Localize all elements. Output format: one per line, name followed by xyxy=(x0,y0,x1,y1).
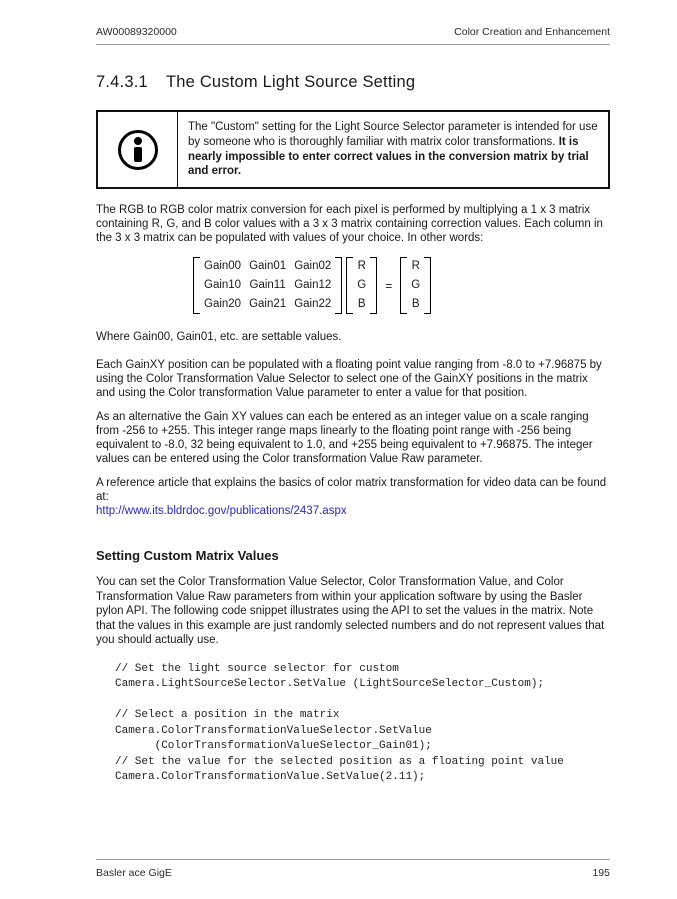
info-icon-stem xyxy=(134,147,142,162)
bracket-right xyxy=(335,257,342,314)
matrix-cell: Gain02 xyxy=(294,260,332,273)
section-title: The Custom Light Source Setting xyxy=(166,73,416,91)
matrix-cell: Gain12 xyxy=(294,279,332,292)
paragraph-setting-intro: You can set the Color Transformation Value Selector, Color Transformation Value, and Color Transformation Value Raw parameters from within your application software by using the Basler pylon API. The following code snippet illustrates using the API to set the values in the matrix. Note that the values in this example are just randomly selected numbers and do not represent values that you should actually use. xyxy=(96,576,605,647)
matrix-cell: Gain21 xyxy=(249,298,287,311)
code-line: Camera.ColorTransformationValue.SetValue(2.11); xyxy=(115,771,426,784)
code-line: Camera.LightSourceSelector.SetValue (LightSourceSelector_Custom); xyxy=(115,678,545,691)
paragraph-alternative: As an alternative the Gain XY values can each be entered as an integer value on a scale ranging from -256 to +255. This integer range maps linearly to the floating point range with -256 being equivalent to -8.0, 32 being equivalent to 1.0, and +255 being equivalent to +7.96875. The integer values can be entered using the Color transformation Value Raw parameter. xyxy=(96,411,593,466)
equals-sign: = xyxy=(385,278,393,293)
document-number: AW00089320000 xyxy=(96,26,177,38)
bracket-left xyxy=(346,257,353,314)
matrix-cell: Gain20 xyxy=(204,298,242,311)
section-heading xyxy=(96,73,610,92)
code-line: // Set the light source selector for custom xyxy=(115,662,399,675)
info-icon-dot xyxy=(134,137,142,145)
note-box xyxy=(96,110,610,189)
paragraph-where: Where Gain00, Gain01, etc. are settable values. xyxy=(96,331,342,344)
output-vector xyxy=(400,257,431,314)
vector-cell: G xyxy=(357,279,367,292)
note-icon-cell xyxy=(98,112,178,187)
bracket-left xyxy=(400,257,407,314)
matrix-equation xyxy=(193,257,610,314)
page-header xyxy=(96,0,610,38)
code-line: (ColorTransformationValueSelector_Gain01); xyxy=(115,740,432,753)
chapter-title: Color Creation and Enhancement xyxy=(454,26,610,38)
gain-matrix xyxy=(193,257,342,314)
reference-link[interactable]: http://www.its.bldrdoc.gov/publications/2437.aspx xyxy=(96,505,347,518)
code-line xyxy=(115,693,610,709)
matrix-cell: Gain01 xyxy=(249,260,287,273)
matrix-cell: Gain00 xyxy=(204,260,242,273)
input-vector xyxy=(346,257,377,314)
code-snippet xyxy=(115,662,610,786)
code-line: // Select a position in the matrix xyxy=(115,709,340,722)
info-icon xyxy=(118,130,158,170)
bracket-left xyxy=(193,257,200,314)
vector-cell: B xyxy=(411,298,420,311)
vector-cell: B xyxy=(357,298,366,311)
note-text-bold: It is nearly impossible to enter correct values in the conversion matrix by trial and error. xyxy=(188,135,589,178)
paragraph-gainxy: Each GainXY position can be populated with a floating point value ranging from -8.0 to +7.96875 by using the Color Transformation Value Selector to select one of the GainXY positions in the matrix and using the Color transformation Value parameter to enter a value for that position. xyxy=(96,359,602,400)
vector-cell: R xyxy=(411,260,420,273)
header-rule xyxy=(96,44,610,45)
matrix-cell: Gain11 xyxy=(249,279,286,292)
bracket-right xyxy=(370,257,377,314)
vector-cell: R xyxy=(357,260,366,273)
bracket-right xyxy=(424,257,431,314)
section-number: 7.4.3.1 xyxy=(96,73,148,91)
note-text-regular: The "Custom" setting for the Light Source Selector parameter is intended for use by someone who is thoroughly familiar with matrix color transformations. xyxy=(188,121,598,148)
matrix-cell: Gain22 xyxy=(294,298,332,311)
footer-page-number: 195 xyxy=(592,867,610,879)
paragraph-reference: A reference article that explains the basics of color matrix transformation for video data can be found at: xyxy=(96,477,607,504)
footer-product-name: Basler ace GigE xyxy=(96,867,172,879)
paragraph-intro: The RGB to RGB color matrix conversion for each pixel is performed by multiplying a 1 x 3 matrix containing R, G, and B color values with a 3 x 3 matrix containing correction values. Each column in the 3 x 3 matrix can be populated with values of your choice. In other words: xyxy=(96,204,603,245)
code-line: // Set the value for the selected position as a floating point value xyxy=(115,755,564,768)
subsection-heading: Setting Custom Matrix Values xyxy=(96,548,279,564)
footer-rule xyxy=(96,859,610,860)
code-line: Camera.ColorTransformationValueSelector.SetValue xyxy=(115,724,432,737)
vector-cell: G xyxy=(411,279,421,292)
page-footer xyxy=(96,853,610,879)
note-text xyxy=(178,112,608,187)
matrix-cell: Gain10 xyxy=(204,279,242,292)
